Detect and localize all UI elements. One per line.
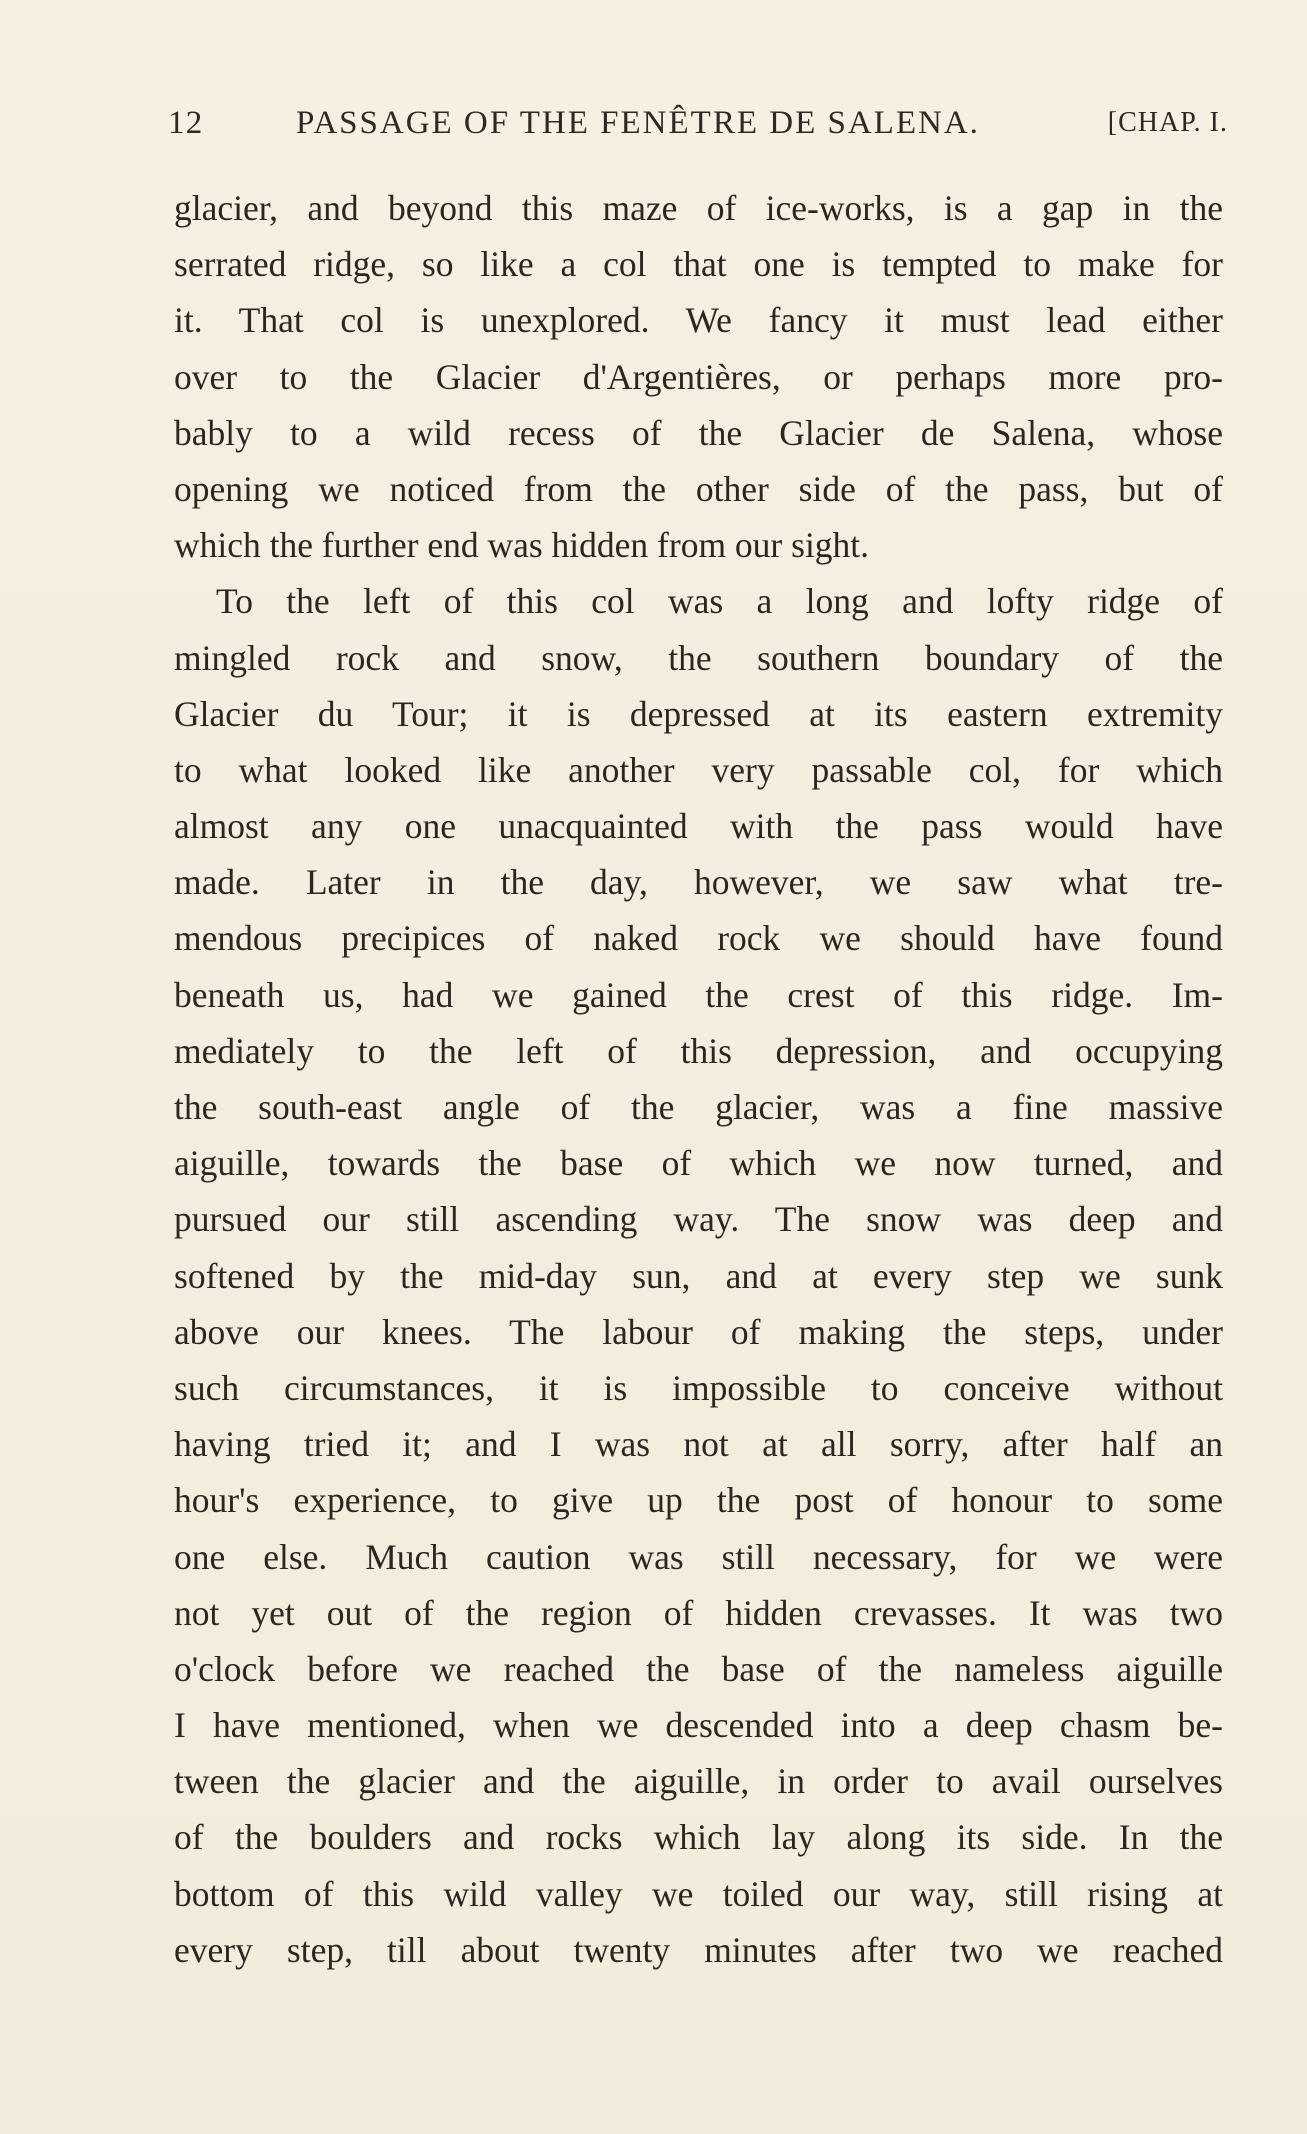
text-line: above our knees. The labour of making the steps, under	[174, 1311, 1223, 1352]
text-line: opening we noticed from the other side of the pass, but of	[174, 468, 1223, 509]
text-line: mediately to the left of this depression, and occupying	[174, 1030, 1223, 1071]
text-line: I have mentioned, when we descended into a deep chasm be-	[174, 1705, 1223, 1746]
text-line: having tried it; and I was not at all sorry, after half an	[174, 1424, 1223, 1465]
text-line: To the left of this col was a long and lofty ridge of	[216, 581, 1223, 622]
body-text	[174, 180, 1223, 1978]
text-line: mingled rock and snow, the southern boundary of the	[174, 637, 1223, 678]
page-number: 12	[168, 105, 204, 141]
text-line: pursued our still ascending way. The snow was deep and	[174, 1199, 1223, 1240]
text-line: it. That col is unexplored. We fancy it must lead either	[174, 300, 1223, 341]
text-line: aiguille, towards the base of which we now turned, and	[174, 1143, 1223, 1184]
text-line: bably to a wild recess of the Glacier de Salena, whose	[174, 412, 1223, 453]
text-line: Glacier du Tour; it is depressed at its eastern extremity	[174, 693, 1223, 734]
text-line: over to the Glacier d'Argentières, or perhaps more pro-	[174, 356, 1223, 397]
text-line: of the boulders and rocks which lay along its side. In the	[174, 1817, 1223, 1858]
text-line: such circumstances, it is impossible to conceive without	[174, 1367, 1223, 1408]
text-line: glacier, and beyond this maze of ice-works, is a gap in the	[174, 188, 1223, 228]
text-line: hour's experience, to give up the post of honour to some	[174, 1480, 1223, 1521]
text-line: made. Later in the day, however, we saw what tre-	[174, 862, 1223, 903]
text-line: not yet out of the region of hidden crevasses. It was two	[174, 1592, 1223, 1633]
running-title: PASSAGE OF THE FENÊTRE DE SALENA.	[296, 105, 980, 141]
running-head	[168, 100, 1228, 146]
text-line: the south-east angle of the glacier, was a fine massive	[174, 1087, 1223, 1127]
text-line: almost any one unacquainted with the pass would have	[174, 806, 1223, 847]
text-line: one else. Much caution was still necessary, for we were	[174, 1536, 1223, 1577]
text-line: softened by the mid-day sun, and at every step we sunk	[174, 1255, 1223, 1296]
text-line: every step, till about twenty minutes after two we reached	[174, 1929, 1223, 1970]
text-line: serrated ridge, so like a col that one is tempted to make for	[174, 244, 1223, 285]
text-line: tween the glacier and the aiguille, in order to avail ourselves	[174, 1761, 1223, 1802]
text-line: to what looked like another very passable col, for which	[174, 749, 1223, 790]
text-line: beneath us, had we gained the crest of this ridge. Im-	[174, 974, 1223, 1015]
text-line: mendous precipices of naked rock we should have found	[174, 918, 1223, 959]
text-line: which the further end was hidden from our sight.	[174, 525, 870, 566]
chapter-marker: [CHAP. I.	[1107, 107, 1228, 138]
text-line: o'clock before we reached the base of the nameless aiguille	[174, 1648, 1223, 1689]
text-line: bottom of this wild valley we toiled our way, still rising at	[174, 1873, 1223, 1914]
